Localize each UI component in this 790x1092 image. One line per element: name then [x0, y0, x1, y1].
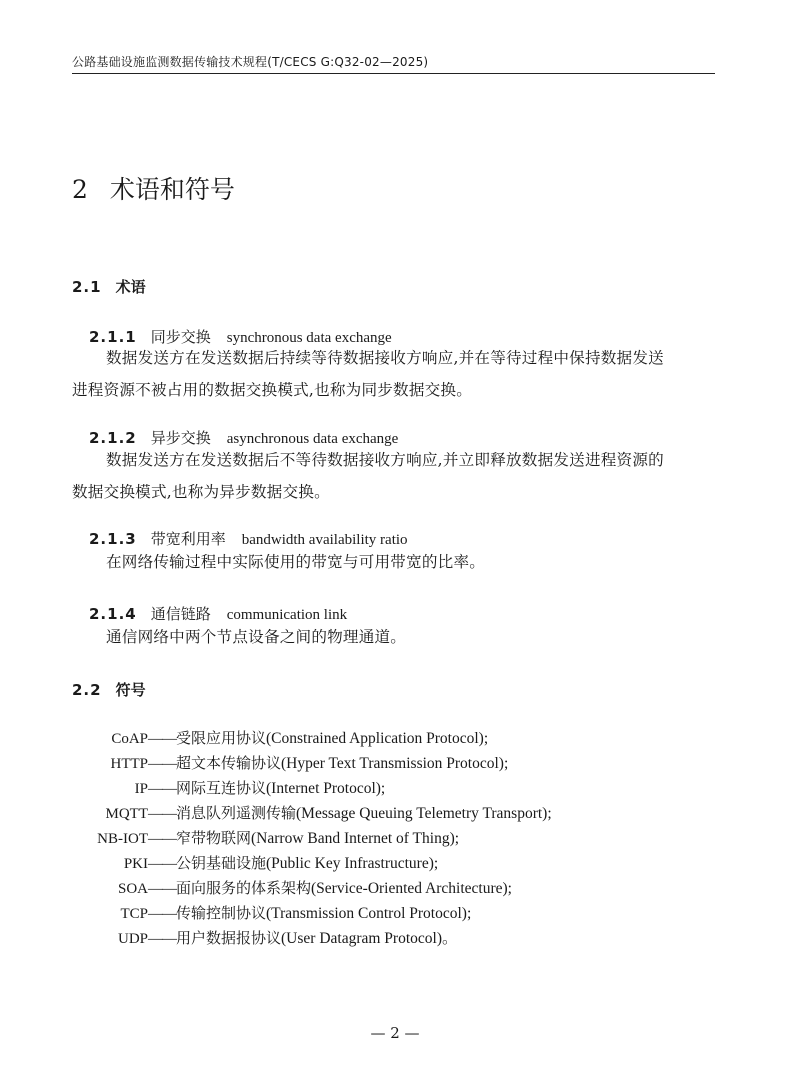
term-en: bandwidth availability ratio: [241, 532, 408, 548]
symbol-dash: ——: [148, 831, 176, 847]
symbol-zh: 消息队列遥测传输: [176, 804, 297, 822]
section-title: 符号: [115, 681, 146, 699]
chapter-number: 2: [72, 175, 88, 204]
symbol-zh: 面向服务的体系架构: [176, 879, 312, 897]
symbol-dash: ——: [148, 731, 176, 747]
term-definition-line: 数据交换模式,也称为异步数据交换。: [72, 483, 330, 501]
symbol-zh: 超文本传输协议: [176, 754, 282, 772]
section-number: 2.2: [72, 681, 102, 699]
symbol-zh: 传输控制协议: [176, 904, 267, 922]
symbol-row: [72, 876, 552, 901]
symbol-zh: 受限应用协议: [176, 729, 267, 747]
symbol-row: [72, 751, 552, 776]
term-definition-line: 通信网络中两个节点设备之间的物理通道。: [106, 628, 407, 646]
term-definition-line: 数据发送方在发送数据后持续等待数据接收方响应,并在等待过程中保持数据发送: [106, 349, 664, 367]
chapter-title: 术语和符号: [109, 175, 235, 204]
symbol-dash: ——: [148, 756, 176, 772]
symbol-row: [72, 776, 552, 801]
section-title: 术语: [115, 278, 146, 296]
term-number: 2.1.3: [89, 530, 137, 548]
term-zh: 同步交换: [150, 328, 211, 346]
section-number: 2.1: [72, 278, 102, 296]
symbol-abbr: SOA: [117, 881, 148, 897]
header-rule: [72, 73, 715, 74]
symbol-en: (Service-Oriented Architecture);: [311, 880, 512, 897]
running-header: 公路基础设施监测数据传输技术规程(T/CECS G:Q32-02—2025): [72, 55, 429, 69]
term-en: synchronous data exchange: [226, 330, 392, 346]
term-zh: 带宽利用率: [150, 530, 226, 548]
symbol-row: [72, 801, 552, 826]
symbol-abbr: IP: [134, 781, 148, 797]
term-zh: 异步交换: [150, 429, 211, 447]
symbol-zh: 网际互连协议: [176, 779, 267, 797]
symbol-en: (Narrow Band Internet of Thing);: [251, 830, 460, 847]
symbol-dash: ——: [148, 906, 176, 922]
symbol-zh: 窄带物联网: [176, 829, 252, 847]
symbol-list: [72, 726, 552, 951]
symbol-zh: 公钥基础设施: [176, 854, 267, 872]
symbol-row: [72, 926, 552, 951]
symbol-abbr: UDP: [117, 931, 148, 947]
symbol-abbr: NB-IOT: [97, 831, 148, 847]
term-zh: 通信链路: [150, 605, 211, 623]
term-definition-line: 数据发送方在发送数据后不等待数据接收方响应,并立即释放数据发送进程资源的: [106, 451, 664, 469]
term-number: 2.1.2: [89, 429, 137, 447]
symbol-en: (Public Key Infrastructure);: [266, 855, 439, 872]
symbol-abbr: CoAP: [111, 731, 148, 747]
symbol-abbr: PKI: [123, 856, 148, 872]
term-definition-line: 进程资源不被占用的数据交换模式,也称为同步数据交换。: [72, 381, 473, 399]
term-number: 2.1.1: [89, 328, 137, 346]
symbol-en: (Message Queuing Telemetry Transport);: [296, 805, 552, 822]
symbol-en: (Hyper Text Transmission Protocol);: [281, 755, 509, 772]
symbol-en: (User Datagram Protocol)。: [281, 930, 458, 947]
term-definition-line: 在网络传输过程中实际使用的带宽与可用带宽的比率。: [106, 553, 486, 571]
symbol-row: [72, 726, 552, 751]
symbol-row: [72, 901, 552, 926]
symbol-en: (Internet Protocol);: [266, 780, 386, 797]
section-heading-symbols: [72, 679, 146, 700]
symbol-row: [72, 826, 552, 851]
symbol-en: (Transmission Control Protocol);: [266, 905, 472, 922]
symbol-abbr: TCP: [120, 906, 148, 922]
term-en: asynchronous data exchange: [226, 431, 399, 447]
symbol-abbr: MQTT: [105, 806, 148, 822]
symbol-dash: ——: [148, 806, 176, 822]
symbol-dash: ——: [148, 881, 176, 897]
symbol-abbr: HTTP: [110, 756, 148, 772]
symbol-en: (Constrained Application Protocol);: [266, 730, 489, 747]
section-heading-terms: [72, 276, 146, 297]
page-number: — 2 —: [370, 1024, 420, 1042]
symbol-row: [72, 851, 552, 876]
symbol-dash: ——: [148, 931, 176, 947]
term-number: 2.1.4: [89, 605, 137, 623]
term-en: communication link: [226, 607, 348, 623]
symbol-dash: ——: [148, 856, 176, 872]
chapter-heading: [72, 170, 235, 206]
symbol-zh: 用户数据报协议: [176, 929, 282, 947]
symbol-dash: ——: [148, 781, 176, 797]
